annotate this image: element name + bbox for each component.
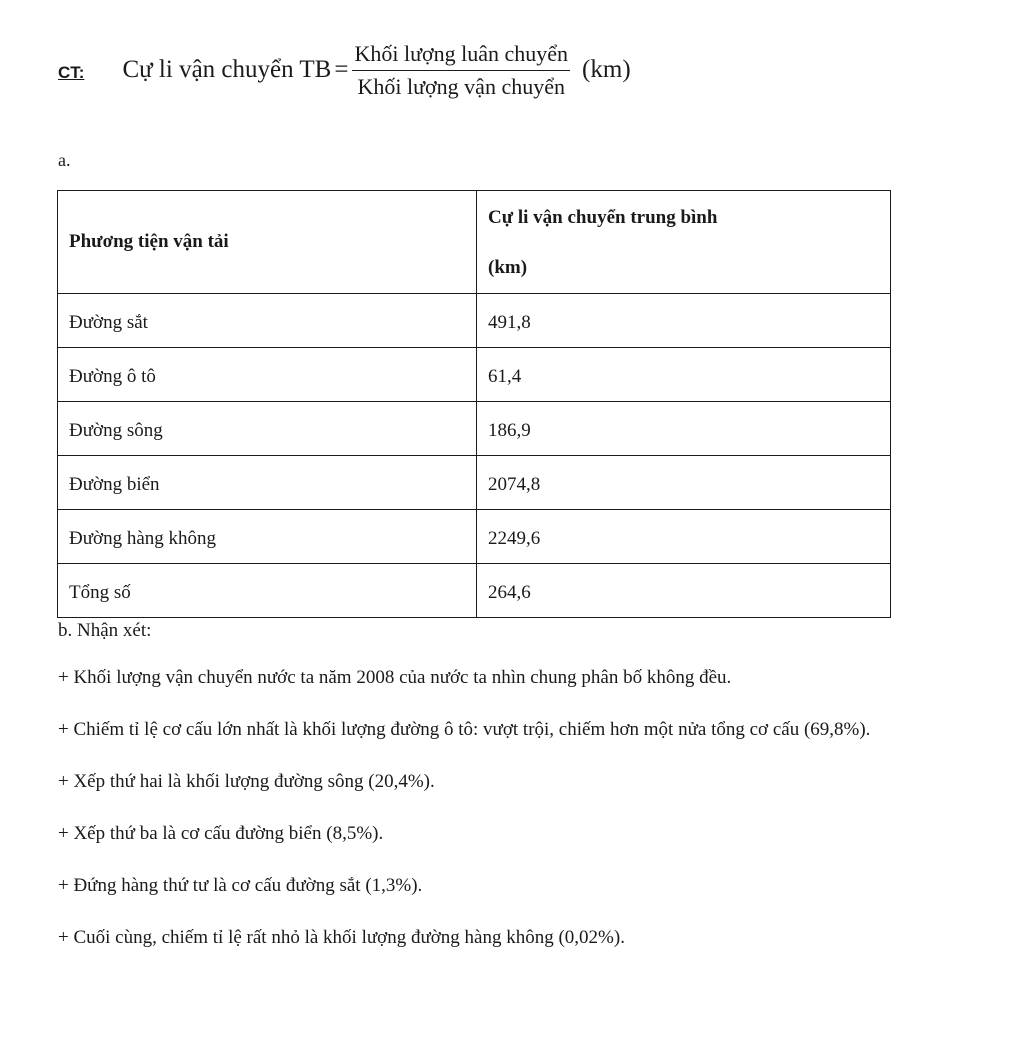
remark-item: + Xếp thứ ba là cơ cấu đường biển (8,5%). xyxy=(58,823,384,844)
cell-distance: 186,9 xyxy=(477,402,891,456)
cell-transport: Tổng số xyxy=(58,564,477,618)
table-row xyxy=(58,456,891,510)
header-distance xyxy=(477,191,891,294)
table-row-total xyxy=(58,564,891,618)
cell-distance: 264,6 xyxy=(477,564,891,618)
remark-item: + Cuối cùng, chiếm tỉ lệ rất nhỏ là khối lượng đường hàng không (0,02%). xyxy=(58,927,625,948)
header-distance-unit: (km) xyxy=(488,257,528,278)
remark-item: + Khối lượng vận chuyển nước ta năm 2008 của nước ta nhìn chung phân bố không đều. xyxy=(58,667,732,688)
remark-item: + Xếp thứ hai là khối lượng đường sông (20,4%). xyxy=(58,771,435,792)
formula-label: CT: xyxy=(58,63,85,82)
cell-transport: Đường ô tô xyxy=(58,348,477,402)
header-transport: Phương tiện vận tải xyxy=(58,191,477,294)
remark-item: + Chiếm tỉ lệ cơ cấu lớn nhất là khối lượng đường ô tô: vượt trội, chiếm hơn một nửa tổng cơ cấu (69,8%). xyxy=(58,719,871,740)
cell-transport: Đường sắt xyxy=(58,294,477,348)
section-b-title: b. Nhận xét: xyxy=(58,620,152,641)
table-row xyxy=(58,510,891,564)
header-distance-title: Cự li vận chuyển trung bình xyxy=(488,207,718,228)
cell-transport: Đường hàng không xyxy=(58,510,477,564)
table-row xyxy=(58,348,891,402)
cell-transport: Đường sông xyxy=(58,402,477,456)
formula-equals: = xyxy=(334,56,349,83)
table-row xyxy=(58,294,891,348)
formula-fraction xyxy=(352,41,570,100)
formula-denominator: Khối lượng vận chuyển xyxy=(357,73,565,99)
table-row xyxy=(58,402,891,456)
section-a-label: a. xyxy=(58,150,71,170)
remark-item: + Đứng hàng thứ tư là cơ cấu đường sắt (1,3%). xyxy=(58,875,423,896)
section-b xyxy=(58,620,938,976)
table-header-row xyxy=(58,191,891,294)
cell-distance: 2249,6 xyxy=(477,510,891,564)
cell-transport: Đường biển xyxy=(58,456,477,510)
cell-distance: 2074,8 xyxy=(477,456,891,510)
formula-line xyxy=(58,34,631,106)
cell-distance: 61,4 xyxy=(477,348,891,402)
cell-distance: 491,8 xyxy=(477,294,891,348)
formula-numerator: Khối lượng luân chuyển xyxy=(352,41,570,71)
formula-unit: (km) xyxy=(582,56,631,83)
formula-lhs: Cự li vận chuyển TB xyxy=(122,56,332,83)
distance-table xyxy=(57,190,891,618)
